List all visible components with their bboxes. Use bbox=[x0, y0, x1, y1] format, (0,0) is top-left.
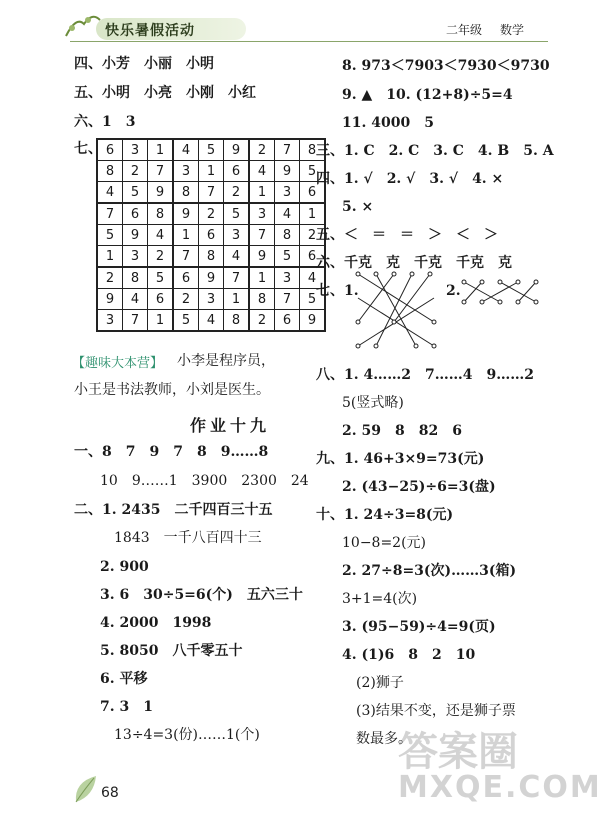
sudoku-cell: 1 bbox=[249, 267, 275, 289]
answer-s5: 五、＜ ＝ ＝ ＞ ＜ ＞ bbox=[316, 227, 498, 243]
sudoku-cell: 4 bbox=[300, 267, 326, 289]
sudoku-cell: 1 bbox=[148, 139, 174, 161]
answer-two-2: 2. 900 bbox=[100, 559, 149, 575]
answer-s10c: 2. 27÷8=3(次)……3(箱) bbox=[342, 563, 517, 579]
sudoku-cell: 6 bbox=[224, 161, 250, 182]
sudoku-cell: 4 bbox=[275, 203, 300, 225]
sudoku-cell: 1 bbox=[300, 203, 326, 225]
sudoku-cell: 4 bbox=[173, 139, 199, 161]
answer-s3: 三、1. C 2. C 3. C 4. B 5. A bbox=[316, 143, 554, 159]
sudoku-cell: 7 bbox=[249, 225, 275, 246]
header-subject: 数学 bbox=[500, 23, 525, 37]
header-divider bbox=[70, 41, 548, 42]
answer-two-7b: 13÷4=3(份)……1(个) bbox=[114, 727, 260, 743]
sudoku-row bbox=[97, 139, 325, 161]
sudoku-cell: 7 bbox=[275, 139, 300, 161]
header-title: 快乐暑假活动 bbox=[105, 23, 195, 39]
sudoku-cell: 5 bbox=[97, 225, 123, 246]
sudoku-cell: 8 bbox=[97, 161, 123, 182]
sudoku-row bbox=[97, 182, 325, 204]
answer-s8b: 5(竖式略) bbox=[342, 395, 404, 411]
answer-five: 五、小明 小亮 小刚 小红 bbox=[74, 85, 256, 101]
sudoku-cell: 7 bbox=[97, 203, 123, 225]
sudoku-cell: 8 bbox=[300, 139, 326, 161]
sudoku-cell: 4 bbox=[199, 310, 224, 332]
answer-two-5: 5. 8050 八千零五十 bbox=[100, 643, 243, 659]
answer-s9b: 2. (43−25)÷6=3(盘) bbox=[342, 479, 496, 495]
header-grade: 二年级 bbox=[446, 23, 483, 37]
sudoku-cell: 3 bbox=[275, 182, 300, 204]
sudoku-cell: 8 bbox=[148, 203, 174, 225]
sudoku-cell: 6 bbox=[148, 289, 174, 310]
sudoku-cell: 5 bbox=[199, 139, 224, 161]
sudoku-cell: 5 bbox=[300, 289, 326, 310]
sudoku-row bbox=[97, 225, 325, 246]
answer-two-7a: 7. 3 1 bbox=[100, 699, 153, 715]
answer-s10b: 10−8=2(元) bbox=[342, 535, 427, 551]
sudoku-cell: 6 bbox=[97, 139, 123, 161]
answer-r8: 8. 973＜7903＜7930＜9730 bbox=[342, 58, 550, 74]
sudoku-cell: 2 bbox=[300, 225, 326, 246]
answer-six: 六、1 3 bbox=[74, 114, 136, 130]
sudoku-cell: 9 bbox=[199, 267, 224, 289]
sudoku-cell: 2 bbox=[123, 161, 148, 182]
sudoku-cell: 1 bbox=[173, 225, 199, 246]
answer-s8c: 2. 59 8 82 6 bbox=[342, 423, 462, 439]
answer-s7-1-label: 七、1. bbox=[316, 283, 359, 299]
sudoku-cell: 8 bbox=[249, 289, 275, 310]
watermark-url: MXQE.COM bbox=[398, 770, 602, 805]
sudoku-cell: 4 bbox=[97, 182, 123, 204]
sudoku-cell: 9 bbox=[300, 310, 326, 332]
sudoku-cell: 2 bbox=[224, 182, 250, 204]
answer-s10f: 4. (1)6 8 2 10 bbox=[342, 647, 476, 663]
answer-s7-2-label: 2. bbox=[446, 283, 461, 299]
sudoku-cell: 7 bbox=[148, 161, 174, 182]
sudoku-cell: 4 bbox=[148, 225, 174, 246]
sudoku-cell: 9 bbox=[275, 161, 300, 182]
sudoku-cell: 8 bbox=[199, 246, 224, 268]
sudoku-cell: 7 bbox=[224, 267, 250, 289]
matching-diagram-1 bbox=[354, 270, 440, 350]
sudoku-cell: 2 bbox=[249, 310, 275, 332]
answer-two-6: 6. 平移 bbox=[100, 671, 148, 687]
sudoku-cell: 6 bbox=[300, 182, 326, 204]
sudoku-cell: 5 bbox=[275, 246, 300, 268]
sudoku-cell: 6 bbox=[300, 246, 326, 268]
homework-title: 作业十九 bbox=[190, 416, 271, 435]
sudoku-cell: 9 bbox=[224, 139, 250, 161]
sudoku-cell: 7 bbox=[199, 182, 224, 204]
sudoku-cell: 1 bbox=[249, 182, 275, 204]
sudoku-cell: 9 bbox=[97, 289, 123, 310]
sudoku-cell: 7 bbox=[275, 289, 300, 310]
fun-camp-text-2: 小王是书法教师，小刘是医生。 bbox=[74, 382, 270, 398]
sudoku-row bbox=[97, 310, 325, 332]
answer-one-line2: 10 9……1 3900 2300 24 bbox=[100, 473, 309, 489]
answer-seven-label: 七、 bbox=[74, 141, 102, 157]
matching-diagram-2 bbox=[460, 278, 540, 306]
answer-s10d: 3+1=4(次) bbox=[342, 591, 418, 607]
sudoku-cell: 2 bbox=[173, 289, 199, 310]
answer-s10g: (2)狮子 bbox=[356, 675, 404, 691]
sudoku-cell: 4 bbox=[224, 246, 250, 268]
sudoku-cell: 1 bbox=[148, 310, 174, 332]
fun-camp-text-1: 小李是程序员， bbox=[177, 353, 275, 369]
sudoku-cell: 5 bbox=[123, 182, 148, 204]
sudoku-grid bbox=[96, 138, 326, 332]
answer-four: 四、小芳 小丽 小明 bbox=[74, 56, 214, 72]
leaf-icon bbox=[72, 774, 100, 804]
sudoku-row bbox=[97, 267, 325, 289]
sudoku-cell: 1 bbox=[224, 289, 250, 310]
sudoku-cell: 5 bbox=[148, 267, 174, 289]
sudoku-cell: 3 bbox=[275, 267, 300, 289]
sudoku-cell: 8 bbox=[173, 182, 199, 204]
sudoku-cell: 4 bbox=[123, 289, 148, 310]
sudoku-cell: 6 bbox=[123, 203, 148, 225]
answer-s10a: 十、1. 24÷3=8(元) bbox=[316, 507, 454, 523]
sudoku-row bbox=[97, 203, 325, 225]
answer-two-4: 4. 2000 1998 bbox=[100, 615, 212, 631]
sudoku-cell: 2 bbox=[249, 139, 275, 161]
sudoku-cell: 9 bbox=[249, 246, 275, 268]
sudoku-cell: 3 bbox=[249, 203, 275, 225]
sudoku-cell: 1 bbox=[199, 161, 224, 182]
answer-s10h: (3)结果不变，还是狮子票 bbox=[356, 703, 516, 719]
sudoku-cell: 3 bbox=[199, 289, 224, 310]
answer-two-1a: 二、1. 2435 二千四百三十五 bbox=[74, 502, 273, 518]
answer-s4a: 四、1. √ 2. √ 3. √ 4. × bbox=[316, 171, 504, 187]
answer-r9: 9. ▲ 10. (12+8)÷5=4 bbox=[342, 87, 513, 103]
sudoku-cell: 3 bbox=[97, 310, 123, 332]
sudoku-cell: 2 bbox=[97, 267, 123, 289]
sudoku-cell: 4 bbox=[249, 161, 275, 182]
sudoku-cell: 5 bbox=[300, 161, 326, 182]
sudoku-cell: 9 bbox=[148, 182, 174, 204]
sudoku-cell: 5 bbox=[173, 310, 199, 332]
sudoku-cell: 7 bbox=[123, 310, 148, 332]
sudoku-cell: 3 bbox=[123, 246, 148, 268]
answer-s4b: 5. × bbox=[342, 199, 374, 215]
sudoku-row bbox=[97, 289, 325, 310]
sudoku-row bbox=[97, 246, 325, 268]
sudoku-cell: 6 bbox=[173, 267, 199, 289]
sudoku-cell: 7 bbox=[173, 246, 199, 268]
sudoku-row bbox=[97, 161, 325, 182]
page-number: 68 bbox=[101, 785, 119, 801]
answer-s9a: 九、1. 46+3×9=73(元) bbox=[316, 451, 485, 467]
answer-s8a: 八、1. 4……2 7……4 9……2 bbox=[316, 367, 534, 383]
answer-two-3: 3. 6 30÷5=6(个) 五六三十 bbox=[100, 587, 303, 603]
sudoku-cell: 8 bbox=[275, 225, 300, 246]
sudoku-cell: 9 bbox=[173, 203, 199, 225]
sudoku-cell: 6 bbox=[199, 225, 224, 246]
sudoku-cell: 3 bbox=[173, 161, 199, 182]
answer-one-line1: 一、8 7 9 7 8 9……8 bbox=[74, 444, 269, 460]
sudoku-cell: 9 bbox=[123, 225, 148, 246]
sudoku-cell: 5 bbox=[224, 203, 250, 225]
sudoku-cell: 2 bbox=[148, 246, 174, 268]
sudoku-cell: 3 bbox=[123, 139, 148, 161]
sudoku-cell: 1 bbox=[97, 246, 123, 268]
answer-s10i: 数最多。 bbox=[356, 731, 412, 747]
sudoku-cell: 8 bbox=[123, 267, 148, 289]
answer-two-1b: 1843 一千八百四十三 bbox=[114, 530, 262, 546]
answer-s10e: 3. (95−59)÷4=9(页) bbox=[342, 619, 496, 635]
sudoku-cell: 6 bbox=[275, 310, 300, 332]
sudoku-cell: 2 bbox=[199, 203, 224, 225]
answer-r11: 11. 4000 5 bbox=[342, 115, 434, 131]
answer-s6: 六、千克 克 千克 千克 克 bbox=[316, 255, 512, 271]
sudoku-cell: 3 bbox=[224, 225, 250, 246]
fun-camp-label: 【趣味大本营】 bbox=[72, 356, 164, 371]
sudoku-cell: 8 bbox=[224, 310, 250, 332]
watermark-logo: 答案圈 bbox=[398, 729, 518, 775]
